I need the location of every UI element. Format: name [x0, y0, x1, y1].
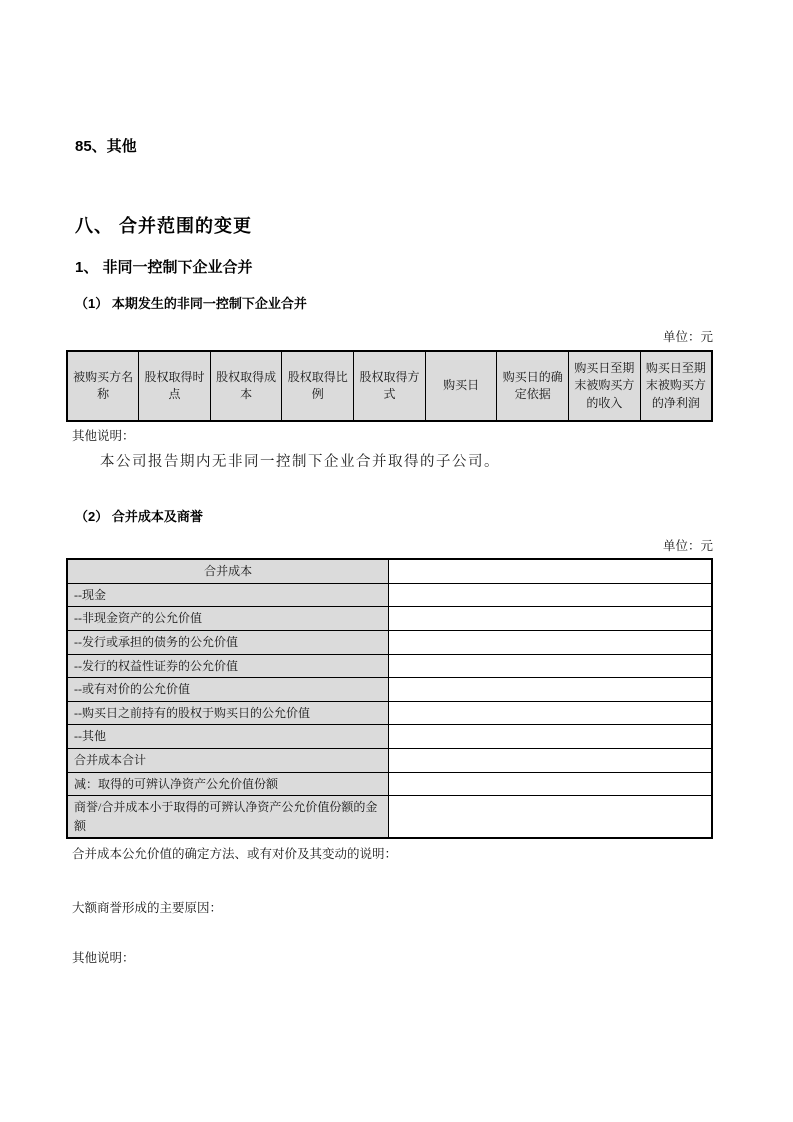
heading-sub-1-non-common-control-combination: 1、 非同一控制下企业合并 [75, 258, 253, 276]
table-row [67, 678, 712, 702]
row-value [389, 678, 712, 702]
row-label-equity-securities-fair-value: --发行的权益性证券的公允价值 [67, 654, 389, 678]
column-header-equity-acquisition-cost: 股权取得成本 [210, 351, 282, 421]
table-row [67, 583, 712, 607]
row-value [389, 772, 712, 796]
row-label-cash: --现金 [67, 583, 389, 607]
note-goodwill-main-reason: 大额商誉形成的主要原因： [72, 900, 223, 915]
heading-item-2-cost-and-goodwill: （2） 合并成本及商誉 [75, 508, 203, 524]
row-value [389, 701, 712, 725]
row-value [389, 631, 712, 655]
table-row [67, 772, 712, 796]
consolidation-cost-goodwill-table [66, 558, 713, 839]
row-value [389, 607, 712, 631]
document-content [66, 0, 713, 966]
row-label-noncash-fair-value: --非现金资产的公允价值 [67, 607, 389, 631]
column-header-acquiree-revenue: 购买日至期末被购买方的收入 [569, 351, 641, 421]
row-label-total-consolidation-cost: 合并成本合计 [67, 748, 389, 772]
business-combination-table [66, 350, 713, 422]
column-header-purchase-date-basis: 购买日的确定依据 [497, 351, 569, 421]
column-header-acquiree-name: 被购买方名称 [67, 351, 139, 421]
table-row [67, 748, 712, 772]
unit-label-2: 单位：元 [662, 538, 713, 553]
other-notes-label-2: 其他说明： [72, 950, 135, 965]
table-row [67, 796, 712, 839]
row-label-other: --其他 [67, 725, 389, 749]
row-label-debt-fair-value: --发行或承担的债务的公允价值 [67, 631, 389, 655]
table-row [67, 654, 712, 678]
heading-item-1-current-period-combinations: （1） 本期发生的非同一控制下企业合并 [75, 296, 307, 312]
row-label-less-identifiable-net-assets-share: 减：取得的可辨认净资产公允价值份额 [67, 772, 389, 796]
heading-section-8-consolidation-scope-changes: 八、 合并范围的变更 [75, 215, 253, 236]
table-row [67, 725, 712, 749]
heading-85-other: 85、其他 [75, 138, 137, 155]
table-header-row [67, 351, 712, 421]
row-value [389, 725, 712, 749]
row-label-consolidation-cost: 合并成本 [67, 559, 389, 583]
row-value [389, 796, 712, 839]
row-value [389, 583, 712, 607]
table-row [67, 701, 712, 725]
table-row [67, 607, 712, 631]
column-header-equity-acquisition-time: 股权取得时点 [139, 351, 211, 421]
unit-label-1: 单位：元 [662, 330, 713, 345]
row-value [389, 748, 712, 772]
column-header-equity-acquisition-method: 股权取得方式 [354, 351, 426, 421]
row-value [389, 654, 712, 678]
table-row [67, 559, 712, 583]
row-label-goodwill-amount: 商誉/合并成本小于取得的可辨认净资产公允价值份额的金额 [67, 796, 389, 839]
row-label-contingent-consideration-fair-value: --或有对价的公允价值 [67, 678, 389, 702]
column-header-purchase-date: 购买日 [425, 351, 497, 421]
table-row [67, 631, 712, 655]
note-cost-fair-value-method: 合并成本公允价值的确定方法、或有对价及其变动的说明： [72, 847, 398, 862]
other-notes-label-1: 其他说明： [72, 428, 135, 443]
paragraph-no-combination-statement: 本公司报告期内无非同一控制下企业合并取得的子公司。 [100, 454, 500, 471]
column-header-acquiree-net-profit: 购买日至期末被购买方的净利润 [640, 351, 712, 421]
row-value [389, 559, 712, 583]
row-label-previously-held-equity-fair-value: --购买日之前持有的股权于购买日的公允价值 [67, 701, 389, 725]
column-header-equity-acquisition-ratio: 股权取得比例 [282, 351, 354, 421]
